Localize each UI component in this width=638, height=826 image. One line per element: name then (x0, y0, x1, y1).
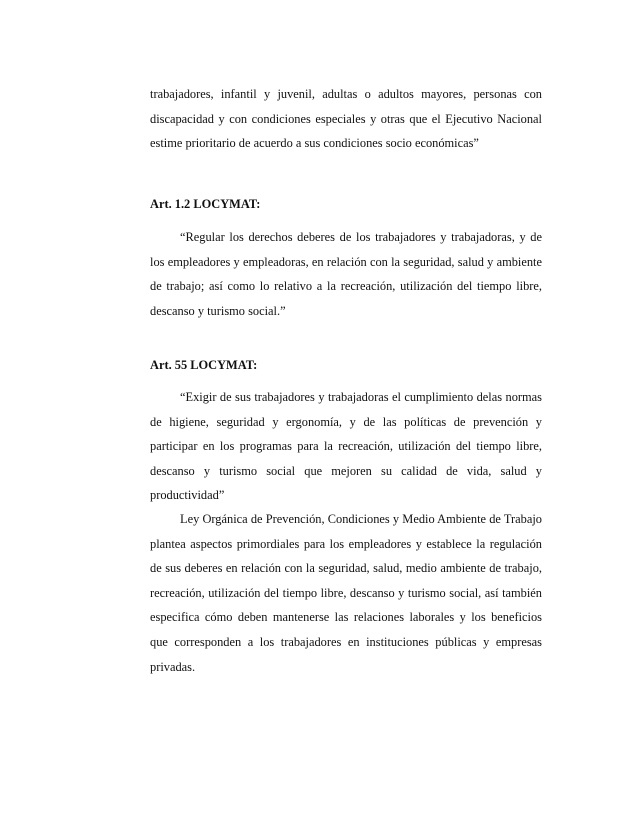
intro-paragraph: trabajadores, infantil y juvenil, adultas o adultos mayores, personas con discapacidad y con condiciones especiales y otras que el Ejecutivo Nacional estime prioritario de acuerdo a sus condiciones socio económicas” (150, 87, 542, 151)
art-55-heading: Art. 55 LOCYMAT: (150, 358, 258, 372)
intro-paragraph-block (150, 82, 542, 156)
art-1-2-block (150, 225, 542, 323)
art-1-2-heading: Art. 1.2 LOCYMAT: (150, 197, 261, 211)
ley-block (150, 507, 542, 679)
art-1-2-paragraph: “Regular los derechos deberes de los trabajadores y trabajadoras, y de los empleadores y empleadoras, en relación con la seguridad, salud y ambiente de trabajo; así como lo relativo a la recreación, utilización del tiempo libre, descanso y turismo social.” (150, 230, 542, 318)
art-55-block (150, 385, 542, 508)
ley-paragraph: Ley Orgánica de Prevención, Condiciones y Medio Ambiente de Trabajo plantea aspectos primordiales para los empleadores y establece la regulación de sus deberes en relación con la seguridad, salud, medio ambiente de trabajo, recreación, utilización del tiempo libre, descanso y turismo social, así también especifica cómo deben mantenerse las relaciones laborales y los beneficios que corresponden a los trabajadores en instituciones públicas y empresas privadas. (150, 512, 542, 674)
art-55-paragraph: “Exigir de sus trabajadores y trabajadoras el cumplimiento delas normas de higiene, seguridad y ergonomía, y de las políticas de prevención y participar en los programas para la recreación, utilización del tiempo libre, descanso y turismo social que mejoren su calidad de vida, salud y productividad” (150, 390, 542, 503)
